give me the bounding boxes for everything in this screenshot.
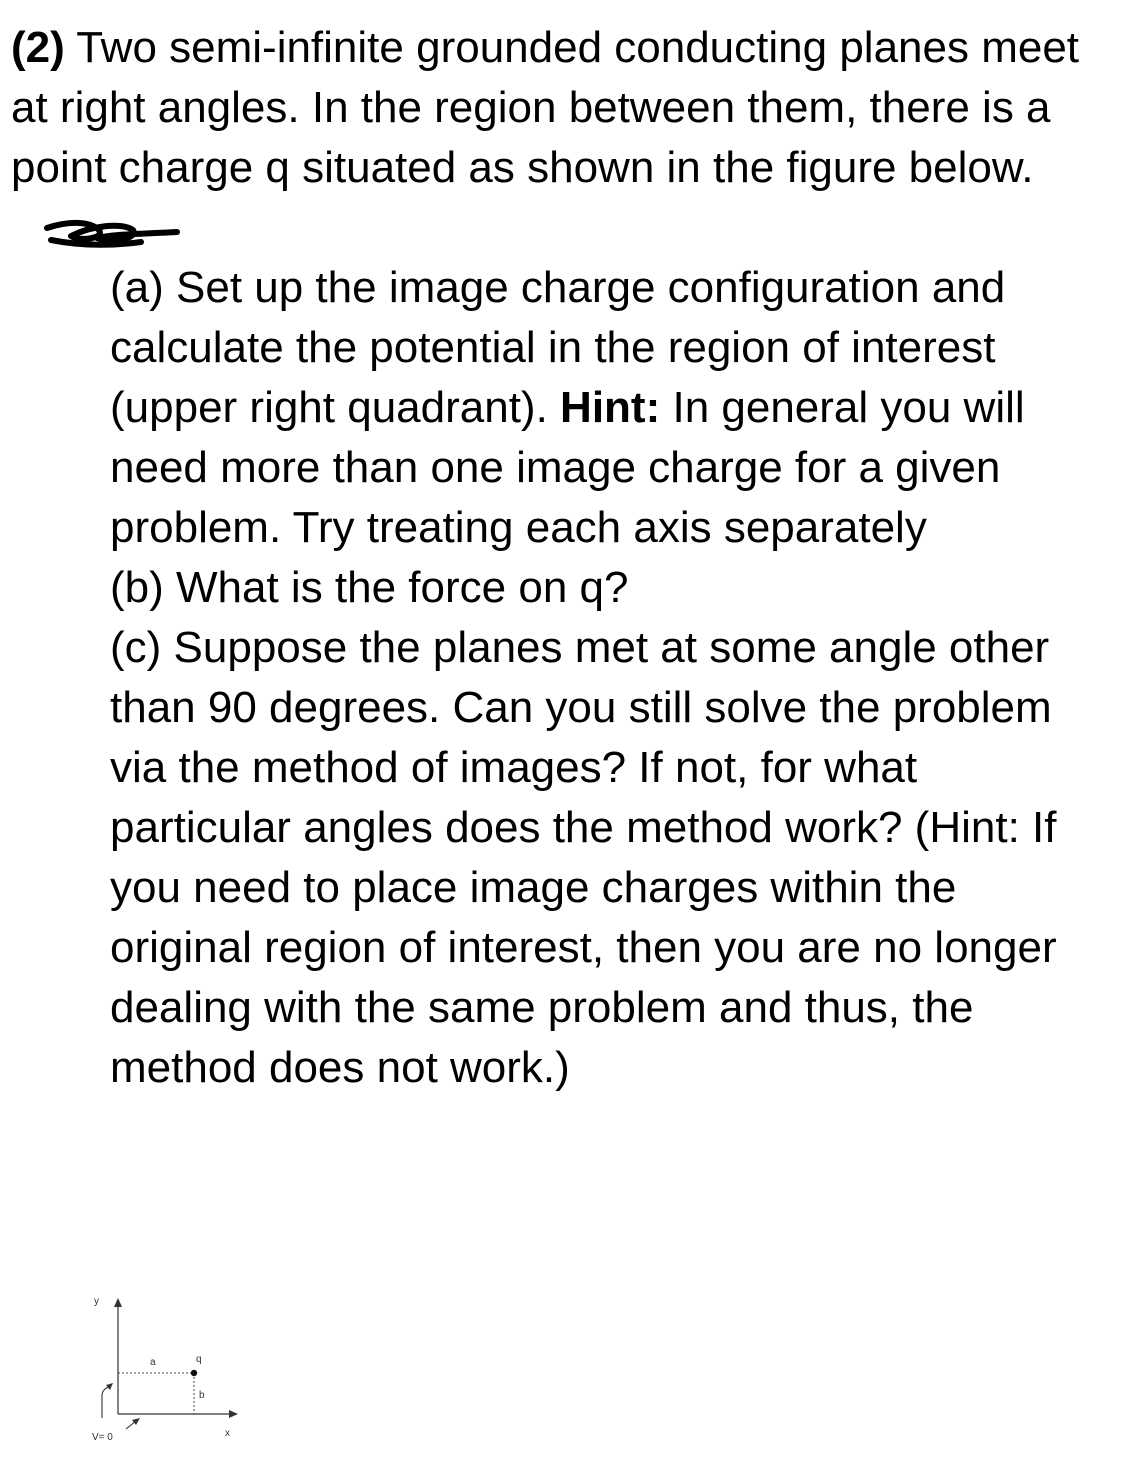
x-axis-arrow-icon (229, 1410, 238, 1418)
point-charge (191, 1370, 197, 1376)
part-a (110, 258, 1100, 558)
problem-statement (11, 18, 1101, 258)
problem-number: (2) (11, 23, 65, 72)
scribble-mark-icon (41, 212, 181, 252)
plane-pointer-vertical (102, 1386, 110, 1418)
problem-parts (110, 258, 1100, 1098)
figure-diagram (80, 1290, 250, 1450)
plane-pointer-vertical-arrow-icon (106, 1383, 113, 1390)
y-axis-arrow-icon (114, 1298, 122, 1307)
part-a-hint-label: Hint: (560, 383, 661, 432)
a-label: a (150, 1357, 156, 1368)
b-label: b (199, 1390, 205, 1401)
x-axis-label: x (225, 1428, 230, 1439)
part-b: (b) What is the force on q? (110, 563, 629, 612)
corner-charge-figure (80, 1290, 250, 1450)
problem-intro: Two semi-infinite grounded conducting planes meet at right angles. In the region between them, there is a point charge q situated as shown in the figure below. (11, 23, 1080, 192)
part-a-text: (a) Set up the image charge configuration and calculate the potential in the region of interest (upper right quadrant). (110, 263, 1006, 432)
plane-pointer-horizontal-arrow-icon (132, 1418, 140, 1425)
grounded-potential-label: V= 0 (92, 1432, 113, 1443)
y-axis-label: y (94, 1296, 99, 1307)
part-a-hint-text: In general you will need more than one image charge for a given problem. Try treating each axis separately (110, 383, 1025, 552)
part-c: (c) Suppose the planes met at some angle other than 90 degrees. Can you still solve the problem via the method of images? If not, for what particular angles does the method work? (Hint: If you need to place image charges within the original region of interest, then you are no longer dealing with the same problem and thus, the method does not work.) (110, 623, 1057, 1092)
charge-label: q (196, 1354, 202, 1365)
